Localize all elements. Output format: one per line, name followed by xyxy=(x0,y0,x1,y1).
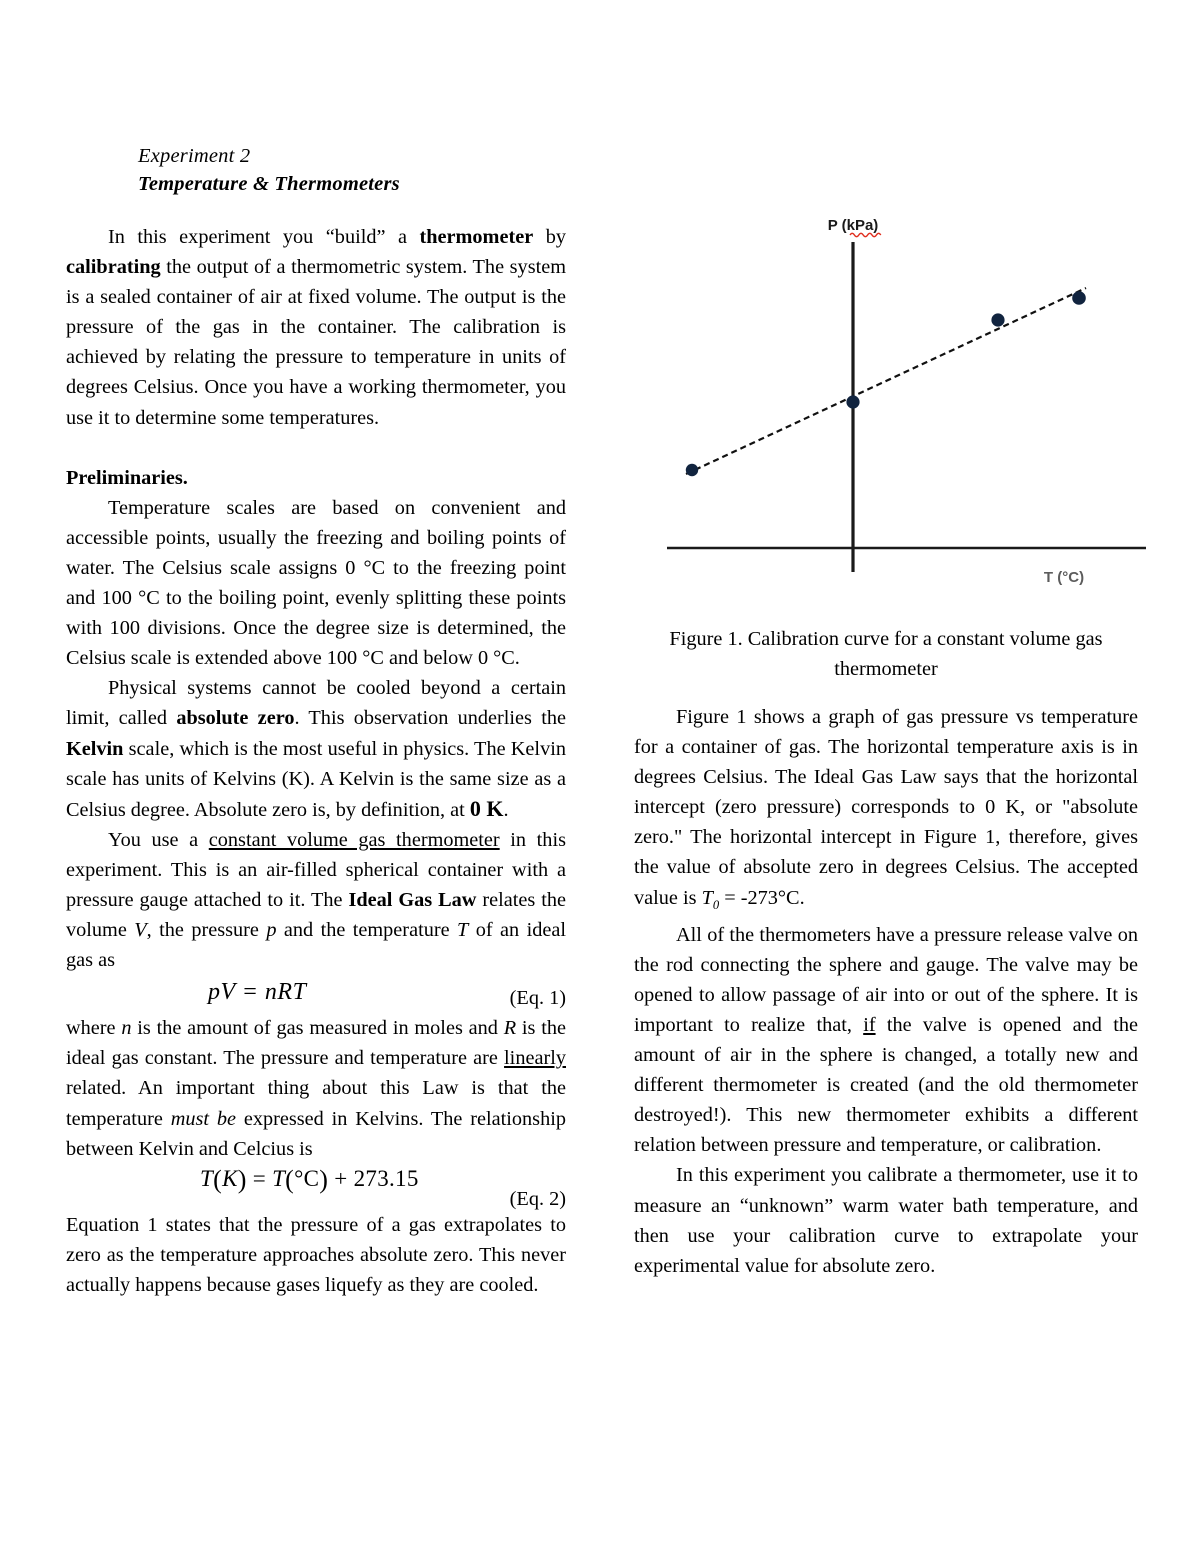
eq2-open-paren-1: ( xyxy=(213,1164,223,1194)
paragraph-gap xyxy=(66,433,566,463)
eq2-T1: T xyxy=(200,1165,214,1191)
figure-caption-line-2: gas thermometer xyxy=(834,628,1103,680)
p3-text-e: scale, which is the most useful in physics. The Kelvin scale has units of Kelvins (K). A Kelvin is the same size as a Celsius degree. Absolute zero is, by definition, at xyxy=(66,737,566,821)
equation-1-row xyxy=(66,975,566,1013)
p5-text-c: is the amount of gas measured in moles and xyxy=(131,1017,504,1040)
p4-underline-cvgt: constant volume gas thermometer xyxy=(208,828,500,851)
eq2-plus-constant: + 273.15 xyxy=(328,1165,419,1191)
p3-text-c: . This observation underlies the xyxy=(294,707,566,730)
paragraph-figure-explanation xyxy=(634,702,1138,920)
p3-bold-kelvin: Kelvin xyxy=(66,737,124,760)
data-point-2 xyxy=(846,395,859,408)
p3-bold-absolute-zero: absolute zero xyxy=(176,707,295,730)
title-block xyxy=(138,143,598,198)
paragraph-pressure-release-valve xyxy=(634,920,1138,1161)
figure-1-graph xyxy=(634,200,1154,620)
p4-italic-p: p xyxy=(266,919,277,942)
equation-2-body xyxy=(200,1164,419,1195)
calibration-curve-svg xyxy=(634,200,1154,620)
intro-text-c: by xyxy=(533,226,566,248)
rp1-italic-T0 xyxy=(701,886,720,912)
rp2-underline-if: if xyxy=(863,1013,876,1036)
rp1-T-symbol: T xyxy=(701,886,713,909)
left-column xyxy=(66,222,566,1300)
p4-bold-ideal-gas-law: Ideal Gas Law xyxy=(348,888,477,911)
eq2-degC: °C xyxy=(294,1165,320,1191)
paragraph-experiment-summary: In this experiment you calibrate a thermometer, use it to measure an “unknown” warm water bath temperature, and then use your calibration curve to extrapolate your experimental value for absolute zero. xyxy=(634,1164,1138,1277)
p4-text-i: and the temperature xyxy=(276,919,458,942)
paragraph-absolute-zero xyxy=(66,673,566,824)
equation-1-body: pV = nRT xyxy=(208,979,307,1006)
rp1-T-subscript: 0 xyxy=(712,897,720,912)
paragraph-linear-relation xyxy=(66,1013,566,1163)
eq2-open-paren-2: ( xyxy=(285,1164,295,1194)
data-point-1 xyxy=(686,464,698,476)
p4-text-k: of an ideal gas as xyxy=(66,919,566,972)
p5-italic-n: n xyxy=(121,1017,132,1040)
equation-2-row xyxy=(66,1164,566,1210)
p4-italic-V: V xyxy=(134,919,147,942)
intro-text-a: In this experiment you “build” a xyxy=(108,226,420,248)
p3-text-g: . xyxy=(503,798,509,821)
y-axis-label: P (kPa) xyxy=(827,217,879,234)
eq2-equals: = xyxy=(246,1165,273,1191)
intro-bold-thermometer: thermometer xyxy=(419,226,534,248)
p5-text-g: related. An important thing about this Law is that the temperature xyxy=(66,1077,566,1130)
p5-italic-must-be: must be xyxy=(170,1107,236,1130)
rp2-text-a: All of the thermometers have a pressure release valve on the rod connecting the sphere and gauge. The valve may be opened to allow passage of air into or out of the sphere. It is important to realize that, xyxy=(634,923,1138,1036)
data-point-3 xyxy=(991,313,1004,326)
p5-text-e: is the ideal gas constant. The pressure and temperature are xyxy=(66,1017,567,1070)
section-heading-preliminaries: Preliminaries. xyxy=(66,466,188,489)
p4-text-e: relates the volume xyxy=(66,888,566,942)
p4-text-a: You use a xyxy=(108,828,209,851)
p5-text-i: expressed in Kelvins. The relationship between Kelvin and Celcius is xyxy=(66,1107,566,1160)
figure-caption xyxy=(634,624,1138,684)
page-title: Temperature & Thermometers xyxy=(138,173,400,195)
intro-bold-calibrating: calibrating xyxy=(66,256,161,279)
p5-italic-R: R xyxy=(503,1017,517,1040)
paragraph-intro xyxy=(66,222,566,433)
rp1-text-a: Figure 1 shows a graph of gas pressure vs temperature for a container of gas. The horizontal temperature axis is in degrees Celsius. The Ideal Gas Law says that the horizontal intercept (zero pressure) corresponds to 0 K, or "absolute zero." The horizontal intercept in Figure 1, therefore, gives the value of absolute zero in degrees Celsius. The accepted value is xyxy=(634,706,1138,909)
intro-text-e: the output of a thermometric system. The system is a sealed container of air at fixed volume. The output is the pressure of the gas in the container. The calibration is achieved by relating the pressure to temperature in units of degrees Celsius. Once you have a working thermometer, you use it to determine some temperatures. xyxy=(66,256,566,429)
data-point-4 xyxy=(1072,291,1086,305)
p4-text-c: in this experiment. This is an air-filled spherical container with a pressure gauge attached to it. The xyxy=(66,828,566,911)
eq2-close-paren-2: ) xyxy=(319,1164,329,1194)
equation-2-tag: (Eq. 2) xyxy=(509,1187,566,1210)
paragraph-ideal-gas-law xyxy=(66,825,566,975)
experiment-label: Experiment 2 xyxy=(138,145,251,167)
p3-text-a: Physical systems cannot be cooled beyond a certain limit, called xyxy=(66,677,566,730)
eq2-T2: T xyxy=(272,1165,286,1191)
figure-caption-line-1: Figure 1. Calibration curve for a constant volume xyxy=(669,628,1071,650)
p4-italic-T: T xyxy=(457,919,469,942)
right-column xyxy=(634,702,1138,1281)
eq2-close-paren-1: ) xyxy=(237,1164,247,1194)
p3-bold-zero-kelvin: 0 K xyxy=(469,795,504,821)
p5-underline-linearly: linearly xyxy=(504,1047,566,1070)
eq2-K: K xyxy=(222,1165,238,1191)
equation-1-tag: (Eq. 1) xyxy=(509,987,566,1010)
rp1-text-c: = -273°C. xyxy=(719,886,805,909)
p5-text-a: where xyxy=(66,1017,122,1040)
paragraph-extrapolation: Equation 1 states that the pressure of a gas extrapolates to zero as the temperature approaches absolute zero. This never actually happens because gases liquefy as they are cooled. xyxy=(66,1213,566,1296)
paragraph-temperature-scales: Temperature scales are based on convenient and accessible points, usually the freezing and boiling points of water. The Celsius scale assigns 0 °C to the freezing point and 100 °C to the boiling point, evenly splitting these points with 100 divisions. Once the degree size is determined, the Celsius scale is extended above 100 °C and below 0 °C. xyxy=(66,496,566,670)
best-fit-dashed-line xyxy=(686,288,1086,474)
rp2-text-c: the valve is opened and the amount of air in the sphere is changed, a totally new and different thermometer is created (and the old thermometer destroyed!). This new thermometer exhibits a different relation between pressure and temperature, or calibration. xyxy=(634,1013,1138,1157)
p4-text-g: , the pressure xyxy=(146,919,267,942)
x-axis-label: T (°C) xyxy=(1043,569,1085,586)
